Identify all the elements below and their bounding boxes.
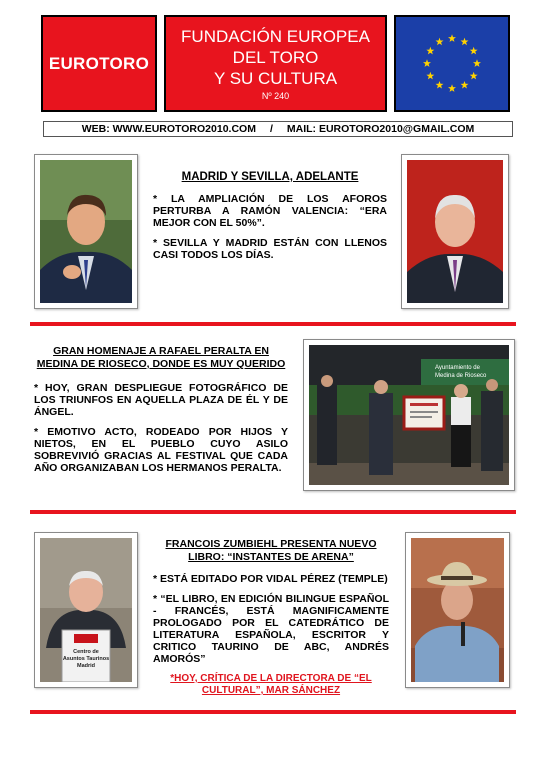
foundation-title-box	[164, 15, 387, 112]
eu-flag-icon	[394, 15, 510, 112]
story-1-bullet-2: * SEVILLA Y MADRID ESTÁN CON LLENOS CASI TODOS LOS DÍAS.	[153, 237, 387, 261]
photo-older-man-suit	[401, 154, 509, 309]
section-divider-3	[30, 710, 516, 714]
banner-line-1: Ayuntamiento de	[435, 365, 480, 371]
email-text: MAIL: EUROTORO2010@GMAIL.COM	[286, 123, 475, 135]
podium-sign-line-3: Madrid	[76, 663, 96, 669]
website-text: WEB: WWW.EUROTORO2010.COM	[81, 123, 256, 135]
story-2-headline: GRAN HOMENAJE A RAFAEL PERALTA EN MEDINA DE RIOSECO, DONDE ES MUY QUERIDO	[36, 345, 286, 370]
eu-flag-graphic	[396, 17, 508, 110]
story-1-headline: MADRID Y SEVILLA, ADELANTE	[181, 171, 359, 183]
story-1-bullet-1: * LA AMPLIACIÓN DE LOS AFOROS PERTURBA A RAMÓN VALENCIA: “ERA MEJOR CON EL 50%”.	[153, 193, 387, 229]
title-line-3: Y SU CULTURA	[213, 69, 338, 88]
podium-sign-line-2: Asuntos Taurinos	[62, 656, 110, 662]
story-3-note: *HOY, CRÍTICA DE LA DIRECTORA DE “EL CULTURAL”, MAR SÁNCHEZ	[170, 673, 372, 696]
contact-bar	[43, 121, 513, 137]
section-divider-2	[30, 510, 516, 514]
story-2	[34, 345, 288, 474]
title-line-1: FUNDACIÓN EUROPEA	[181, 27, 370, 46]
story-2-bullet-1: * HOY, GRAN DESPLIEGUE FOTOGRÁFICO DE LOS TRIUNFOS EN AQUELLA PLAZA DE ÉL Y DE ÁNGEL.	[34, 382, 288, 418]
story-3-bullet-2: * “EL LIBRO, EN EDICIÓN BILINGUE ESPAÑOL - FRANCÉS, ESTÁ MAGNIFICAMENTE PROLOGADO POR EL CATEDRÁTICO DE LITERATURA ESPAÑOLA, ESCRITOR Y CRITICO TAURINO DE ABC, ANDRÉS AMORÓS”	[153, 593, 389, 665]
podium-sign-line-1: Centro de	[73, 649, 99, 655]
brand-name: EUROTORO	[48, 53, 150, 73]
story-3-bullet-1: * ESTÁ EDITADO POR VIDAL PÉREZ (TEMPLE)	[153, 573, 388, 585]
photo-zumbiehl-podium	[34, 532, 138, 688]
contact-separator: /	[269, 123, 273, 135]
story-3	[153, 538, 389, 697]
issue-number: Nº 240	[261, 91, 290, 101]
brand-box	[41, 15, 157, 112]
story-1	[153, 170, 387, 261]
story-2-bullet-2: * EMOTIVO ACTO, RODEADO POR HIJOS Y NIETOS, EN EL PUEBLO CUYO ASILO SOBREVIVIÓ GRACIAS AL FESTIVAL QUE CADA AÑO ORGANIZABAN LOS HERMANOS PERALTA.	[34, 426, 288, 474]
title-line-2: DEL TORO	[232, 48, 319, 67]
photo-man-hat-bullring	[405, 532, 510, 688]
photo-peralta-homage	[303, 339, 515, 491]
story-3-headline: FRANCOIS ZUMBIEHL PRESENTA NUEVO LIBRO: “INSTANTES DE ARENA”	[165, 538, 377, 563]
section-divider-1	[30, 322, 516, 326]
banner-line-2: Medina de Rioseco	[435, 373, 487, 379]
photo-ramon-valencia	[34, 154, 138, 309]
